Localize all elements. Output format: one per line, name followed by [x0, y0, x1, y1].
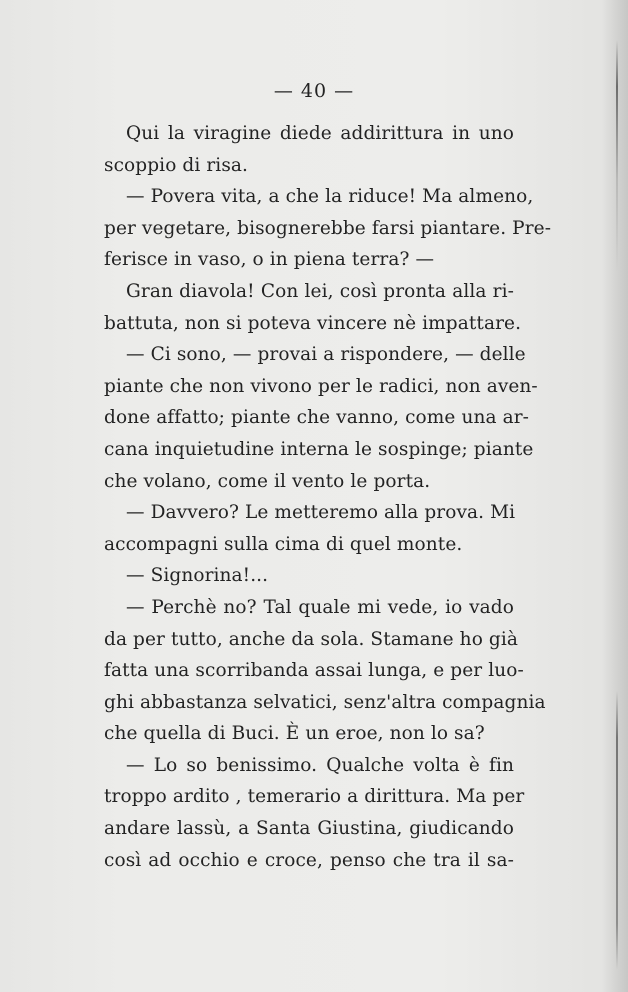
- text-line: Qui la viragine diede addirittura in uno: [126, 123, 514, 144]
- body-text: [104, 118, 552, 876]
- text-line: troppo ardito , temerario a dirittura. Ma per: [104, 786, 525, 808]
- text-line: accompagni sulla cima di quel monte.: [104, 533, 463, 555]
- text-line: che quella di Buci. È un eroe, non lo sa?: [104, 723, 485, 745]
- text-line: da per tutto, anche da sola. Stamane ho già: [104, 628, 519, 650]
- text-line: cana inquietudine interna le sospinge; piante: [104, 438, 534, 460]
- text-line: scoppio di risa.: [104, 154, 249, 176]
- text-line: — Povera vita, a che la riduce! Ma almeno,: [126, 186, 534, 208]
- page-number: — 40 —: [273, 80, 355, 102]
- text-line: piante che non vivono per le radici, non aven-: [104, 375, 538, 397]
- page-edge-shadow: [602, 0, 628, 992]
- text-line: fatta una scorribanda assai lunga, e per luo-: [104, 660, 524, 682]
- text-line: ghi abbastanza selvatici, senz'altra compagnia: [104, 691, 546, 713]
- text-line: — Lo so benissimo. Qualche volta è fin: [126, 754, 514, 776]
- text-line: ferisce in vaso, o in piena terra? —: [104, 249, 435, 271]
- binding-edge: [616, 40, 618, 970]
- text-line: — Ci sono, — provai a rispondere, — delle: [126, 344, 526, 366]
- text-line: che volano, come il vento le porta.: [104, 470, 431, 492]
- text-line: — Signorina!...: [126, 565, 269, 587]
- text-line: — Davvero? Le metteremo alla prova. Mi: [126, 502, 516, 524]
- text-line: Gran diavola! Con lei, così pronta alla ri-: [126, 280, 514, 302]
- text-line: così ad occhio e croce, penso che tra il sa-: [104, 849, 514, 871]
- text-line: per vegetare, bisognerebbe farsi piantare. Pre-: [104, 217, 552, 239]
- text-line: — Perchè no? Tal quale mi vede, io vado: [126, 596, 514, 618]
- text-line: andare lassù, a Santa Giustina, giudicando: [104, 818, 514, 840]
- text-line: battuta, non si poteva vincere nè impattare.: [104, 312, 522, 334]
- text-line: done affatto; piante che vanno, come una ar-: [104, 407, 530, 429]
